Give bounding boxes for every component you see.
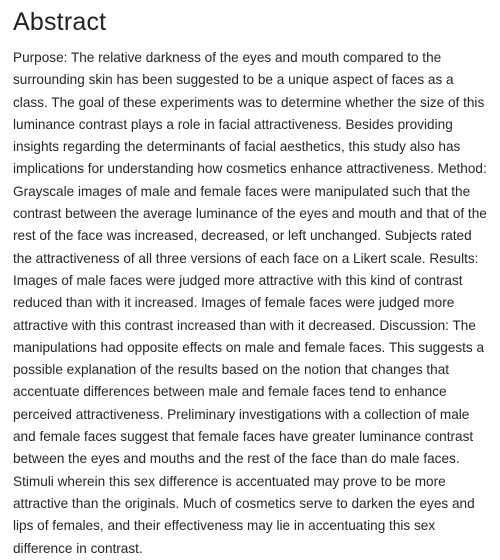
abstract-section bbox=[13, 6, 491, 560]
abstract-paragraph: Purpose: The relative darkness of the eyes and mouth compared to the surrounding skin has been suggested to be a unique aspect of faces as a class. The goal of these experiments was to determine whether the size of this luminance contrast plays a role in facial attractiveness. Besides providing insights regarding the determinants of facial aesthetics, this study also has implications for understanding how cosmetics enhance attractiveness. Method: Grayscale images of male and female faces were manipulated such that the contrast between the average luminance of the eyes and mouth and that of the rest of the face was increased, decreased, or left unchanged. Subjects rated the attractiveness of all three versions of each face on a Likert scale. Results: Images of male faces were judged more attractive with this kind of contrast reduced than with it increased. Images of female faces were judged more attractive with this contrast increased than with it decreased. Discussion: The manipulations had opposite effects on male and female faces. This suggests a possible explanation of the results based on the notion that changes that accentuate differences between male and female faces tend to enhance perceived attractiveness. Preliminary investigations with a collection of male and female faces suggest that female faces have greater luminance contrast between the eyes and mouths and the rest of the face than do male faces. Stimuli wherein this sex difference is accentuated may prove to be more attractive than the originals. Much of cosmetics serve to darken the eyes and lips of females, and their effectiveness may lie in accentuating this sex difference in contrast. bbox=[13, 50, 487, 556]
abstract-body bbox=[13, 47, 491, 560]
section-heading: Abstract bbox=[13, 8, 107, 36]
